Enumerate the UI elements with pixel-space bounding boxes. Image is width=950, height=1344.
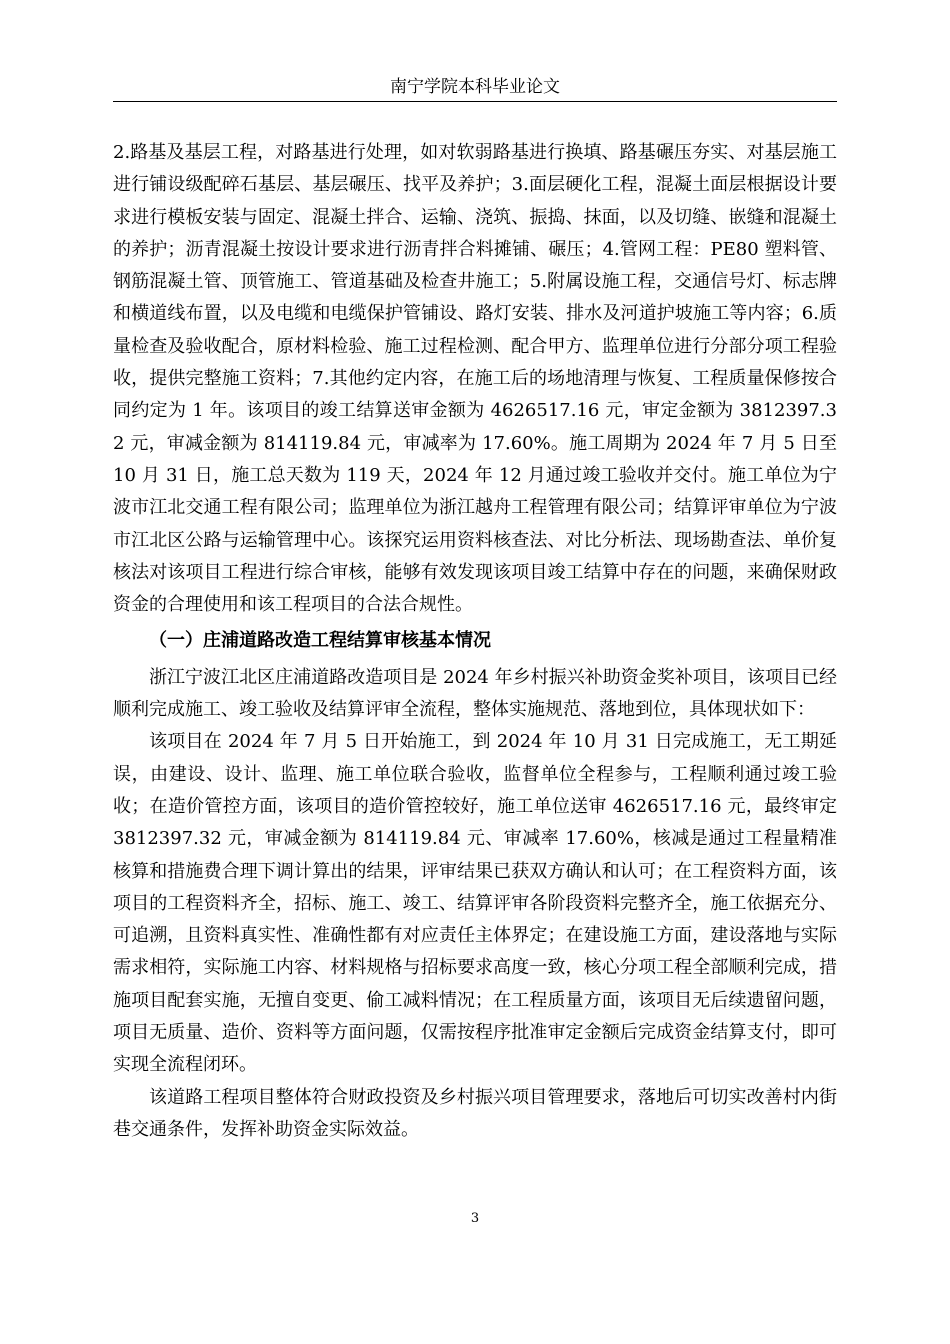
body-paragraph: 该道路工程项目整体符合财政投资及乡村振兴项目管理要求，落地后可切实改善村内街巷交通条件，发挥补助资金实际效益。 (113, 1086, 837, 1140)
page-number: 3 (470, 1211, 480, 1226)
body-paragraph: 2.路基及基层工程，对路基进行处理，如对软弱路基进行换填、路基碾压夯实、对基层施工进行铺设级配碎石基层、基层碾压、找平及养护；3.面层硬化工程，混凝土面层根据设计要求进行模板安装与固定、混凝土拌合、运输、浇筑、振捣、抹面，以及切缝、嵌缝和混凝土的养护；沥青混凝土按设计要求进行沥青拌合料摊铺、碾压；4.管网工程：PE80 塑料管、钢筋混凝土管、顶管施工、管道基础及检查井施工；5.附属设施工程，交通信号灯、标志牌和横道线布置，以及电缆和电缆保护管铺设、路灯安装、排水及河道护坡施工等内容；6.质量检查及验收配合，原材料检验、施工过程检测、配合甲方、监理单位进行分部分项工程验收，提供完整施工资料；7.其他约定内容，在施工后的场地清理与恢复、工程质量保修按合同约定为 1 年。该项目的竣工结算送审金额为 4626517.16 元，审定金额为 3812397.32 元，审减金额为 814119.84 元，审减率为 17.60%。施工周期为 2024 年 7 月 5 日至 10 月 31 日，施工总天数为 119 天，2024 年 12 月通过竣工验收并交付。施工单位为宁波市江北交通工程有限公司；监理单位为浙江越舟工程管理有限公司；结算评审单位为宁波市江北区公路与运输管理中心。该探究运用资料核查法、对比分析法、现场勘查法、单价复核法对该项目工程进行综合审核，能够有效发现该项目竣工结算中存在的问题，来确保财政资金的合理使用和该工程项目的合法合规性。 (113, 142, 837, 616)
body-paragraph: 浙江宁波江北区庄浦道路改造项目是 2024 年乡村振兴补助资金奖补项目，该项目已经顺利完成施工、竣工验收及结算评审全流程，整体实施规范、落地到位，具体现状如下： (113, 666, 837, 721)
document-body (113, 137, 837, 1146)
body-paragraph: 该项目在 2024 年 7 月 5 日开始施工，到 2024 年 10 月 31 日完成施工，无工期延误，由建设、设计、监理、施工单位联合验收，监督单位全程参与，工程顺利通过竣工验收；在造价管控方面，该项目的造价管控较好，施工单位送审 4626517.16 元，最终审定 3812397.32 元，审减金额为 814119.84 元、审减率 17.60%，核减是通过工程量精准核算和措施费合理下调计算出的结果，评审结果已获双方确认和认可；在工程资料方面，该项目的工程资料齐全，招标、施工、竣工、结算评审各阶段资料完整齐全，施工依据充分、可追溯，且资料真实性、准确性都有对应责任主体界定；在建设施工方面，建设落地与实际需求相符，实际施工内容、材料规格与招标要求高度一致，核心分项工程全部顺利完成，措施项目配套实施，无擅自变更、偷工减料情况；在工程质量方面，该项目无后续遗留问题，项目无质量、造价、资料等方面问题，仅需按程序批准审定金额后完成资金结算支付，即可实现全流程闭环。 (113, 731, 837, 1076)
section-heading: （一）庄浦道路改造工程结算审核基本情况 (149, 630, 491, 652)
header-divider (113, 101, 837, 102)
page-header: 南宁学院本科毕业论文 (390, 77, 560, 97)
